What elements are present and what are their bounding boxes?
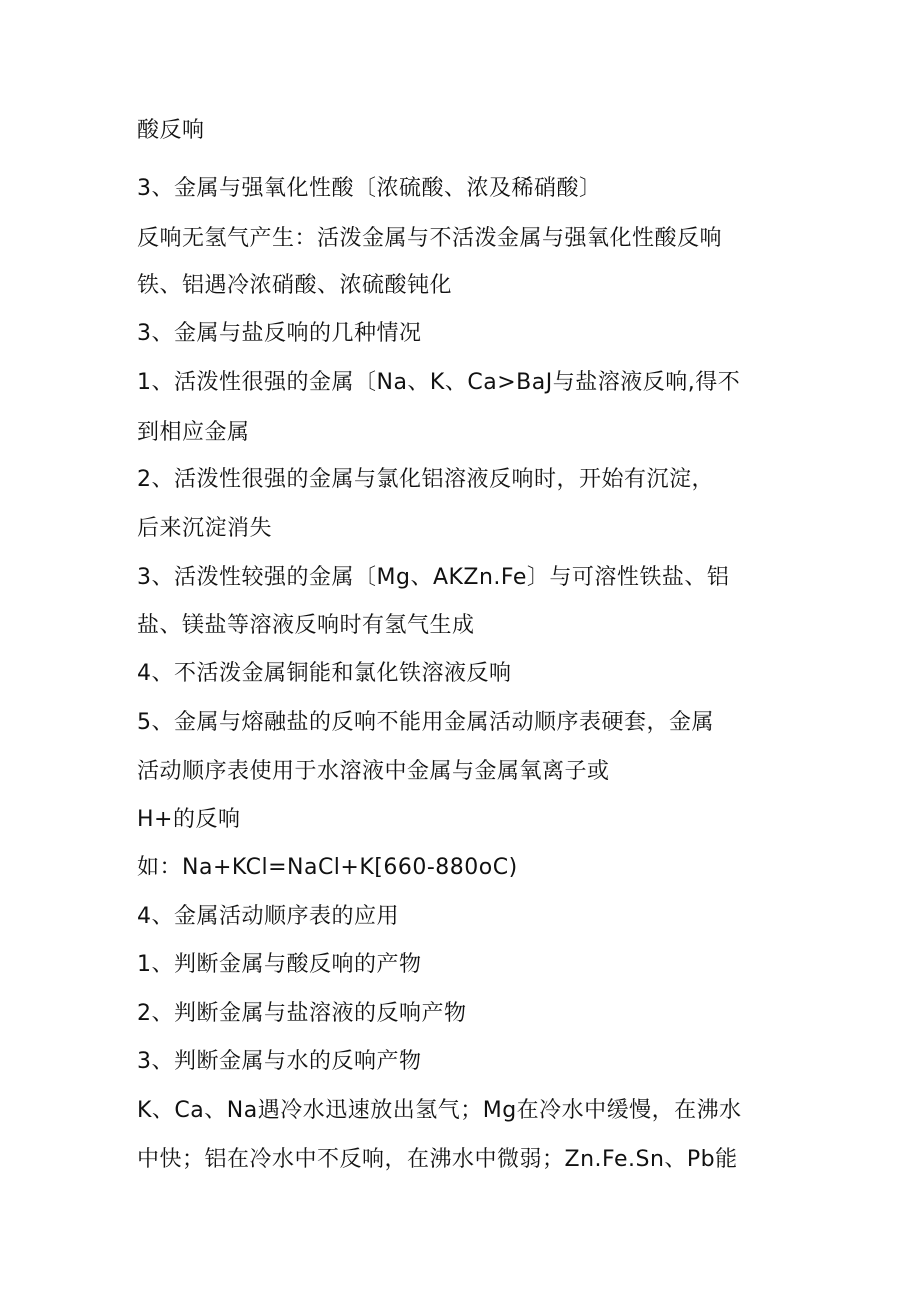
text-line-6: 1、活泼性很强的金属〔Na、K、Ca>BaJ与盐溶液反响,得不 bbox=[137, 370, 741, 395]
text-line-10: 3、活泼性较强的金属〔Mg、AKZn.Fe〕与可溶性铁盐、铝 bbox=[137, 565, 730, 590]
text-line-4: 铁、铝遇冷浓硝酸、浓硫酸钝化 bbox=[137, 273, 453, 298]
text-line-12: 4、不活泼金属铜能和氯化铁溶液反响 bbox=[137, 661, 512, 686]
text-line-9: 后来沉淀消失 bbox=[137, 516, 273, 541]
text-line-13: 5、金属与熔融盐的反响不能用金属活动顺序表硬套，金属 bbox=[137, 710, 714, 735]
text-line-3: 反响无氢气产生：活泼金属与不活泼金属与强氧化性酸反响 bbox=[137, 226, 723, 251]
text-line-19: 2、判断金属与盐溶液的反响产物 bbox=[137, 1001, 467, 1026]
text-line-1: 酸反响 bbox=[137, 118, 205, 143]
text-line-21: K、Ca、Na遇冷水迅速放出氢气；Mg在冷水中缓慢，在沸水 bbox=[137, 1098, 742, 1123]
text-line-17: 4、金属活动顺序表的应用 bbox=[137, 904, 399, 929]
text-line-20: 3、判断金属与水的反响产物 bbox=[137, 1049, 422, 1074]
text-line-14: 活动顺序表使用于水溶液中金属与金属氧离子或 bbox=[137, 759, 610, 784]
text-line-2: 3、金属与强氧化性酸〔浓硫酸、浓及稀硝酸〕 bbox=[137, 176, 602, 201]
text-line-5: 3、金属与盐反响的几种情况 bbox=[137, 321, 422, 346]
text-line-11: 盐、镁盐等溶液反响时有氢气生成 bbox=[137, 613, 475, 638]
text-line-8: 2、活泼性很强的金属与氯化铝溶液反响时，开始有沉淀， bbox=[137, 467, 714, 492]
text-line-22: 中快；铝在冷水中不反响，在沸水中微弱；Zn.Fe.Sn、Pb能 bbox=[137, 1147, 738, 1172]
text-line-16: 如：Na+KCl=NaCl+K[660-880oC) bbox=[137, 855, 518, 880]
text-line-15: H+的反响 bbox=[137, 807, 241, 832]
text-line-7: 到相应金属 bbox=[137, 420, 250, 445]
text-line-18: 1、判断金属与酸反响的产物 bbox=[137, 952, 422, 977]
